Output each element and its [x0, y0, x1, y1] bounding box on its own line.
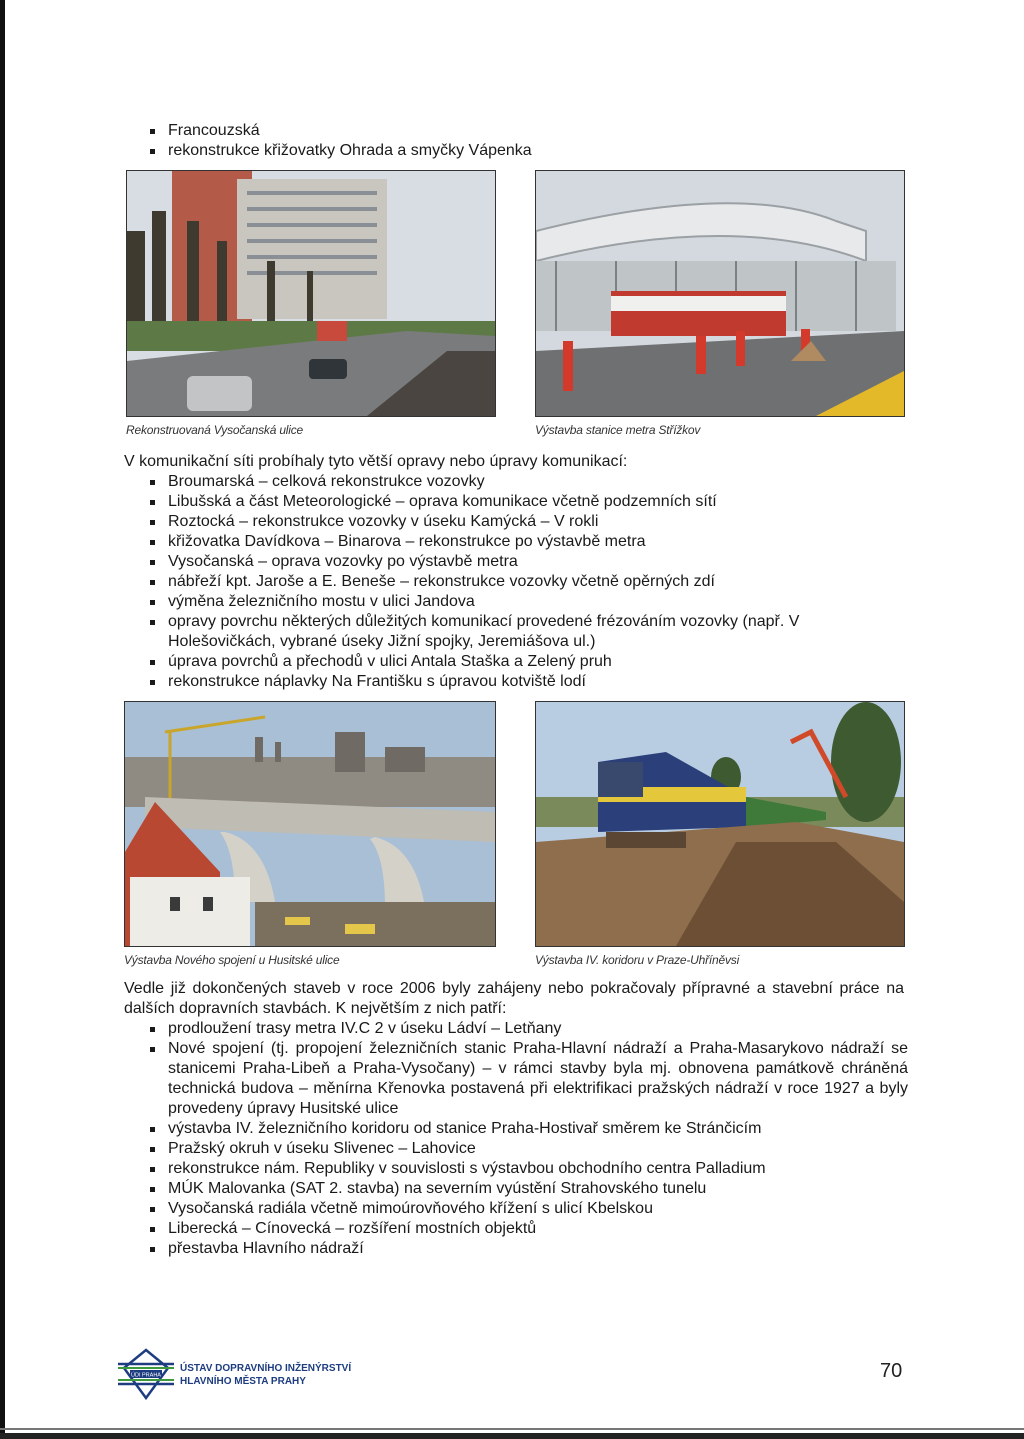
list-item: opravy povrchu některých důležitých komunikací provedené frézováním vozovky (např. V Holešovičkách, vybrané úseky Jižní spojky, Jeremiášova ul.) — [148, 612, 808, 652]
photo-iv-koridor — [535, 701, 905, 947]
list-item: Roztocká – rekonstrukce vozovky v úseku Kamýcká – V rokli — [148, 512, 838, 532]
scan-edge-line — [0, 1428, 1024, 1430]
list-item: přestavba Hlavního nádraží — [148, 1239, 908, 1259]
list-item: rekonstrukce křižovatky Ohrada a smyčky Vápenka — [148, 141, 532, 161]
photo-strizkov-station — [535, 170, 905, 417]
projects-list — [148, 1019, 908, 1259]
projects-paragraph: Vedle již dokončených staveb v roce 2006 byly zahájeny nebo pokračovaly přípravné a stavební práce na dalších dopravních stavbách. K největším z nich patří: — [124, 980, 904, 1017]
page-number: 70 — [880, 1360, 903, 1382]
photo-vysocanska-street — [126, 170, 496, 417]
intro-paragraph: V komunikační síti probíhaly tyto větší opravy nebo úpravy komunikací: — [124, 453, 628, 470]
list-item: úprava povrchů a přechodů v ulici Antala Staška a Zelený pruh — [148, 652, 838, 672]
photo-nove-spojeni — [124, 701, 496, 947]
list-item: rekonstrukce náplavky Na Františku s úpravou kotviště lodí — [148, 672, 838, 692]
list-item: Francouzská — [148, 121, 532, 141]
list-item: Libušská a část Meteorologické – oprava komunikace včetně podzemních sítí — [148, 492, 838, 512]
photo-caption: Výstavba IV. koridoru v Praze-Uhříněvsi — [535, 953, 740, 967]
list-item: MÚK Malovanka (SAT 2. stavba) na severním vyústění Strahovského tunelu — [148, 1179, 908, 1199]
list-item: křižovatka Davídkova – Binarova – rekonstrukce po výstavbě metra — [148, 532, 838, 552]
list-item: Liberecká – Cínovecká – rozšíření mostních objektů — [148, 1219, 908, 1239]
top-bullet-list — [148, 121, 532, 161]
photo-caption: Výstavba stanice metra Střížkov — [535, 423, 701, 437]
organization-name-line: HLAVNÍHO MĚSTA PRAHY — [180, 1376, 306, 1387]
list-item: Broumarská – celková rekonstrukce vozovky — [148, 472, 838, 492]
repairs-list — [148, 472, 838, 692]
list-item: nábřeží kpt. Jaroše a E. Beneše – rekonstrukce vozovky včetně opěrných zdí — [148, 572, 838, 592]
udi-logo — [118, 1346, 174, 1402]
organization-name-line: ÚSTAV DOPRAVNÍHO INŽENÝRSTVÍ — [180, 1363, 352, 1374]
scan-edge-left — [0, 0, 5, 1439]
list-item: Vysočanská radiála včetně mimoúrovňového křížení s ulicí Kbelskou — [148, 1199, 908, 1219]
scan-edge-bottom — [0, 1433, 1024, 1439]
list-item: rekonstrukce nám. Republiky v souvislosti s výstavbou obchodního centra Palladium — [148, 1159, 908, 1179]
list-item: Nové spojení (tj. propojení železničních stanic Praha-Hlavní nádraží a Praha-Masarykovo nádraží se stanicemi Praha-Libeň a Praha-Vysočany) – v rámci stavby byla mj. obnovena památkově chráněná technická budova – měnírna Křenovka postavená při elektrifikaci pražských nádraží v roce 1927 a byly provedeny úpravy Husitské ulice — [148, 1039, 908, 1119]
photo-caption: Výstavba Nového spojení u Husitské ulice — [124, 953, 340, 967]
organization-name — [180, 1362, 351, 1388]
list-item: Vysočanská – oprava vozovky po výstavbě metra — [148, 552, 838, 572]
photo-caption: Rekonstruovaná Vysočanská ulice — [126, 423, 304, 437]
list-item: prodloužení trasy metra IV.C 2 v úseku Ládví – Letňany — [148, 1019, 908, 1039]
list-item: výměna železničního mostu v ulici Jandova — [148, 592, 838, 612]
logo-text: ÚDI PRAHA — [131, 1372, 161, 1379]
list-item: výstavba IV. železničního koridoru od stanice Praha-Hostivař směrem ke Stránčicím — [148, 1119, 908, 1139]
list-item: Pražský okruh v úseku Slivenec – Lahovice — [148, 1139, 908, 1159]
